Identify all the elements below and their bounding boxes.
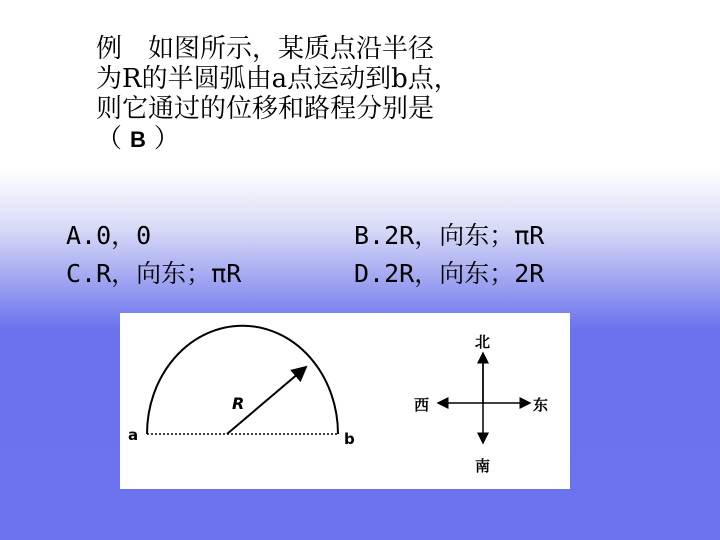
answer-letter: B (130, 127, 146, 152)
figure-panel (120, 313, 570, 489)
question-line-1: 例 如图所示，某质点沿半径 (96, 34, 435, 64)
semicircle-arc (147, 326, 338, 434)
radius-label: R (232, 394, 245, 413)
south-label: 南 (475, 457, 491, 475)
west-label: 西 (414, 396, 430, 414)
answer-paren-open: （ (96, 124, 123, 154)
question-text (96, 34, 556, 155)
figure-diagram (120, 313, 570, 489)
option-c: C.R，向东；πR (66, 259, 242, 288)
north-label: 北 (475, 333, 491, 351)
east-label: 东 (533, 396, 549, 414)
question-line-3: 则它通过的位移和路程分别是 (96, 94, 435, 124)
point-a-label: a (128, 426, 139, 444)
compass (414, 333, 548, 475)
answer-blank (96, 124, 556, 155)
option-a: A.0，0 (66, 221, 152, 250)
question-line-2: 为R的半圆弧由a点运动到b点， (96, 64, 460, 94)
option-d: D.2R，向东；2R (354, 259, 545, 288)
answer-paren-close: ） (153, 124, 180, 154)
option-b: B.2R，向东；πR (354, 221, 545, 250)
point-b-label: b (344, 430, 355, 448)
